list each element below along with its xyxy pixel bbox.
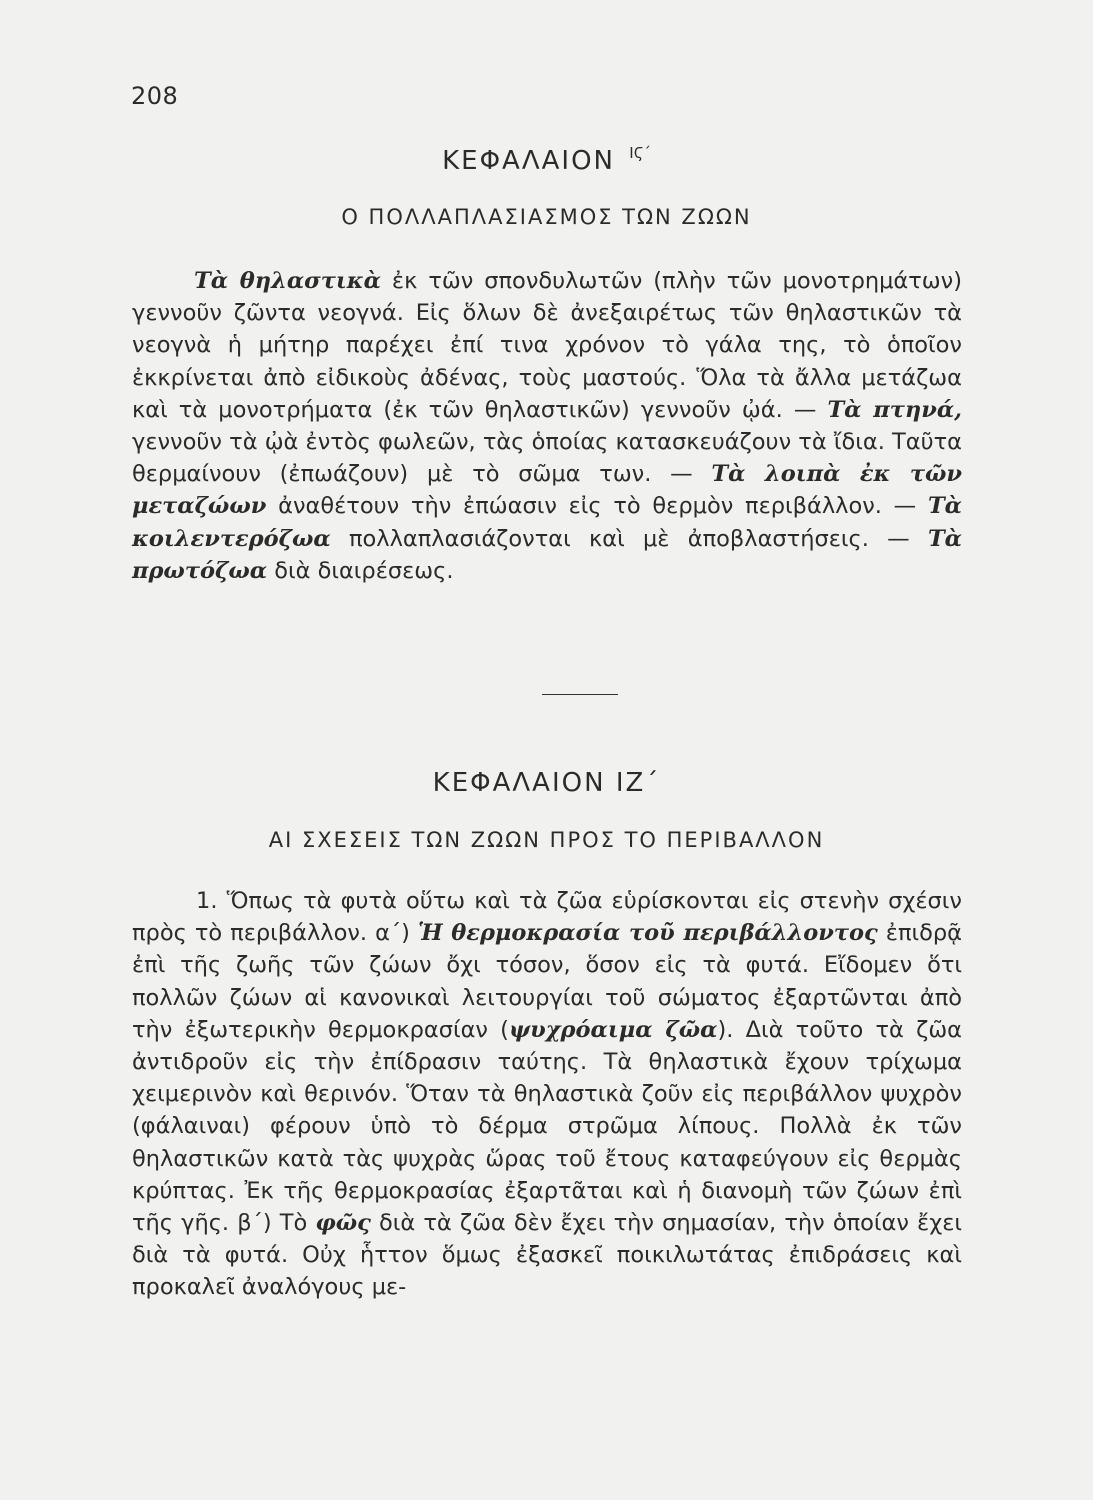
- chapter-16-numeral: ΙϚ΄: [629, 144, 651, 162]
- text-run: ἐπιδρᾷ ἐπὶ τῆς ζωῆς τῶν ζώων ὄχι τόσον, ὅσον εἰς τὰ φυτά. Εἴδομεν ὅτι πολλῶν ζώων αἱ κανονικαὶ λειτουργίαι τοῦ σώματος ἐξαρτῶνται ἀπὸ τὴν ἐξωτερικὴν θερμοκρασίαν (: [132, 920, 962, 1043]
- text-run: ἀναθέτουν τὴν ἐπώασιν εἰς τὸ θερμὸν περιβάλλον. —: [266, 493, 928, 520]
- text-run: ἐκ τῶν σπονδυλωτῶν (πλὴν τῶν μονοτρημάτων) γεννοῦν ζῶντα νεογνά. Εἰς ὅλων δὲ ἀνεξαιρέτως τῶν θηλαστικῶν τὰ νεογνὰ ἡ μήτηρ παρέχει ἐπί τινα χρόνον τὸ γάλα της, τὸ ὁποῖον ἐκκρίνεται ἀπὸ εἰδικοὺς ἀδένας, τοὺς μαστούς. Ὅλα τὰ ἄλλα μετάζωα καὶ τὰ μονοτρήματα (ἐκ τῶν θηλαστικῶν) γεννοῦν ᾠά. —: [132, 268, 962, 423]
- chapter-16-subtitle: Ο ΠΟΛΛΑΠΛΑΣΙΑΣΜΟΣ ΤΩΝ ΖΩΩΝ: [341, 205, 752, 229]
- emphasis-term: Ἡ θερμοκρασία τοῦ περιβάλλοντος: [417, 920, 878, 947]
- chapter-17-subtitle: ΑΙ ΣΧΕΣΕΙΣ ΤΩΝ ΖΩΩΝ ΠΡΟΣ ΤΟ ΠΕΡΙΒΑΛΛΟΝ: [268, 828, 825, 852]
- chapter-16-title: ΚΕΦΑΛΑΙΟΝ: [442, 146, 615, 176]
- emphasis-term: Τὰ λοιπὰ ἐκ τῶν μεταζώων: [132, 461, 962, 520]
- emphasis-term: Τὰ θηλαστικὰ: [194, 268, 381, 294]
- chapter-17-paragraph: [132, 885, 962, 1304]
- chapter-16-heading: [0, 146, 1093, 176]
- text-run: διὰ τὰ ζῶα δὲν ἔχει τὴν σημασίαν, τὴν ὁποίαν ἔχει διὰ τὰ φυτά. Οὐχ ἧττον ὅμως ἐξασκεῖ ποικιλωτάτας ἐπιδράσεις καὶ προκαλεῖ ἀναλόγους με-: [132, 1210, 962, 1301]
- emphasis-term: φῶς: [315, 1210, 371, 1237]
- text-run: γεννοῦν τὰ ᾠὰ ἐντὸς φωλεῶν, τὰς ὁποίας κατασκευάζουν τὰ ἴδια. Ταῦτα θερμαίνουν (ἐπωάζουν) μὲ τὸ σῶμα των. —: [132, 429, 962, 488]
- text-run: 1. Ὅπως τὰ φυτὰ οὕτω καὶ τὰ ζῶα εὑρίσκονται εἰς στενὴν σχέσιν πρὸς τὸ περιβάλλον. α΄): [132, 888, 962, 947]
- emphasis-term: ψυχρόαιμα ζῶα: [508, 1016, 718, 1043]
- section-divider: [542, 694, 618, 695]
- emphasis-term: Τὰ κοιλεντερόζωα: [132, 493, 962, 552]
- text-run: πολλαπλασιάζονται καὶ μὲ ἀποβλαστήσεις. —: [330, 525, 928, 552]
- chapter-17-title: ΚΕΦΑΛΑΙΟΝ ΙΖ΄: [432, 768, 661, 798]
- page-number: 208: [131, 82, 179, 110]
- emphasis-term: Τὰ πτηνά,: [827, 396, 962, 423]
- text-run: διὰ διαιρέσεως.: [267, 557, 454, 584]
- chapter-16-paragraph: [132, 265, 962, 587]
- emphasis-term: Τὰ πρωτόζωα: [132, 525, 962, 584]
- text-run: ). Διὰ τοῦτο τὰ ζῶα ἀντιδροῦν εἰς τὴν ἐπίδρασιν ταύτης. Τὰ θηλαστικὰ ἔχουν τρίχωμα χειμερινὸν καὶ θερινόν. Ὅταν τὰ θηλαστικὰ ζοῦν εἰς περιβάλλον ψυχρὸν (φάλαιναι) φέρουν ὑπὸ τὸ δέρμα στρῶμα λίπους. Πολλὰ ἐκ τῶν θηλαστικῶν κατὰ τὰς ψυχρὰς ὥρας τοῦ ἔτους καταφεύγουν εἰς θερμὰς κρύπτας. Ἐκ τῆς θερμοκρασίας ἐξαρτᾶται καὶ ἡ διανομὴ τῶν ζώων ἐπὶ τῆς γῆς. β΄) Τὸ: [132, 1016, 962, 1237]
